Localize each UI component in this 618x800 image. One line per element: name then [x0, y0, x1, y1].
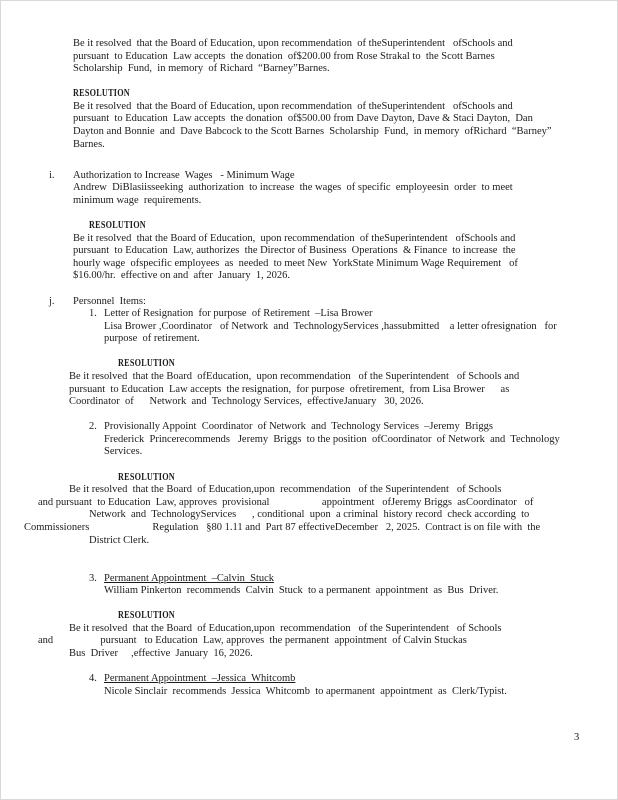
list-item-title: Letter of Resignation for purpose of Retirement –Lisa Brower	[104, 308, 373, 320]
numbered-item-4	[1, 673, 617, 686]
text-line: William Pinkerton recommends Calvin Stuck to a permanent appointment as Bus Driver.	[104, 585, 499, 597]
text-line: minimum wage requirements.	[73, 194, 202, 206]
text-line: Be it resolved that the Board of Education,upon recommendation of the Superintendent of Schools	[69, 622, 502, 634]
text-line: Lisa Brower ,Coordinator of Network and TechnologyServices ,hassubmitted a letter ofresignation for	[104, 320, 557, 332]
list-label: 4.	[89, 673, 97, 685]
resolution-stuck-appointment	[1, 610, 617, 660]
personnel-item-2	[1, 421, 617, 459]
resolution-heading	[1, 88, 617, 101]
resolution-heading-text: RESOLUTION	[73, 88, 130, 100]
list-item-title: Permanent Appointment –Calvin Stuck	[104, 572, 275, 584]
list-label: 3.	[89, 572, 97, 584]
text-line: Be it resolved that the Board of Education, upon recommendation of theSuperintendent ofSchools and	[73, 232, 516, 244]
text-line: Andrew DiBlasiisseeking authorization to increase the wages of specific employeesin order to meet	[73, 182, 513, 194]
numbered-item-3	[1, 573, 617, 586]
text-line: pursuant to Education Law, authorizes the Director of Business Operations & Finance to increase the	[73, 245, 516, 257]
agenda-item-i	[1, 170, 617, 208]
resolution-heading	[1, 358, 617, 371]
text-line: Frederick Princerecommends Jeremy Briggs to the position ofCoordinator of Network and Technology	[104, 433, 560, 445]
text-line: Be it resolved that the Board of Education, upon recommendation of theSuperintendent ofSchools and	[73, 38, 513, 49]
list-label: 1.	[89, 308, 97, 320]
list-item-title: Permanent Appointment –Jessica Whitcomb	[104, 673, 296, 685]
personnel-item-1	[1, 308, 617, 346]
text-line: and pursuant to Education Law, approves the permanent appointment of Calvin Stuckas	[38, 635, 467, 647]
resolution-donation-500	[1, 88, 617, 151]
list-item-title: Provisionally Appoint Coordinator of Network and Technology Services –Jeremy Briggs	[104, 421, 493, 433]
personnel-item-4	[1, 673, 617, 698]
resolution-heading	[1, 220, 617, 233]
personnel-item-3	[1, 573, 617, 598]
resolution-heading-text: RESOLUTION	[118, 610, 175, 622]
resolution-briggs-appointment	[1, 472, 617, 548]
text-line: pursuant to Education Law accepts the donation of$200.00 from Rose Strakal to the Scott Barnes	[73, 50, 495, 62]
text-line: Dayton and Bonnie and Dave Babcock to the Scott Barnes Scholarship Fund, in memory ofRichard “Barney”	[73, 126, 552, 138]
text-line: Nicole Sinclair recommends Jessica Whitcomb to apermanent appointment as Clerk/Typist.	[104, 685, 507, 697]
page-number: 3	[574, 732, 580, 743]
resolution-heading	[1, 610, 617, 623]
agenda-item-j	[1, 296, 617, 309]
text-line: Be it resolved that the Board ofEducation, upon recommendation of the Superintendent of Schools and	[69, 370, 520, 382]
text-line: Commissioners Regulation §80 1.11 and Part 87 effectiveDecember 2, 2025. Contract is on file with the	[24, 521, 541, 533]
list-item-title: Personnel Items:	[73, 295, 146, 307]
list-label: 2.	[89, 421, 97, 433]
text-line: purpose of retirement.	[104, 333, 200, 345]
text-line: hourly wage ofspecific employees as needed to meet New YorkState Minimum Wage Requirement of	[73, 257, 518, 269]
resolution-heading	[1, 472, 617, 485]
resolution-heading-text: RESOLUTION	[118, 358, 175, 370]
text-line: $16.00/hr. effective on and after January 1, 2026.	[73, 270, 291, 282]
text-line: Be it resolved that the Board of Education, upon recommendation of theSuperintendent ofSchools and	[73, 100, 513, 112]
text-line: District Clerk.	[89, 534, 150, 546]
text-line: and pursuant to Education Law, approves provisional appointment ofJeremy Briggs asCoordinator of	[38, 496, 534, 508]
text-line: Barnes.	[73, 138, 105, 150]
resolution-brower-resignation	[1, 358, 617, 408]
numbered-item-1	[1, 308, 617, 321]
text-line: Bus Driver ,effective January 16, 2026.	[69, 648, 253, 660]
resolution-heading-text: RESOLUTION	[118, 471, 175, 483]
resolution-minimum-wage	[1, 220, 617, 283]
text-line: Coordinator of Network and Technology Services, effectiveJanuary 30, 2026.	[69, 396, 424, 408]
resolution-heading-text: RESOLUTION	[89, 220, 146, 232]
text-line: pursuant to Education Law accepts the resignation, for purpose ofretirement, from Lisa Brower as	[69, 383, 510, 395]
text-line: Be it resolved that the Board of Education,upon recommendation of the Superintendent of Schools	[69, 484, 502, 496]
list-item-i	[1, 170, 617, 183]
text-line: Scholarship Fund, in memory of Richard “Barney”Barnes.	[73, 63, 330, 75]
list-label: j.	[49, 295, 55, 307]
numbered-item-2	[1, 421, 617, 434]
list-label: i.	[49, 169, 55, 181]
text-line: Network and TechnologyServices , conditional upon a criminal history record check according to	[89, 509, 530, 521]
list-item-title: Authorization to Increase Wages - Minimum Wage	[73, 169, 295, 181]
paragraph-donation-200	[1, 38, 617, 76]
text-line: Services.	[104, 446, 143, 458]
text-line: pursuant to Education Law accepts the donation of$500.00 from Dave Dayton, Dave & Staci Dayton, Dan	[73, 113, 533, 125]
